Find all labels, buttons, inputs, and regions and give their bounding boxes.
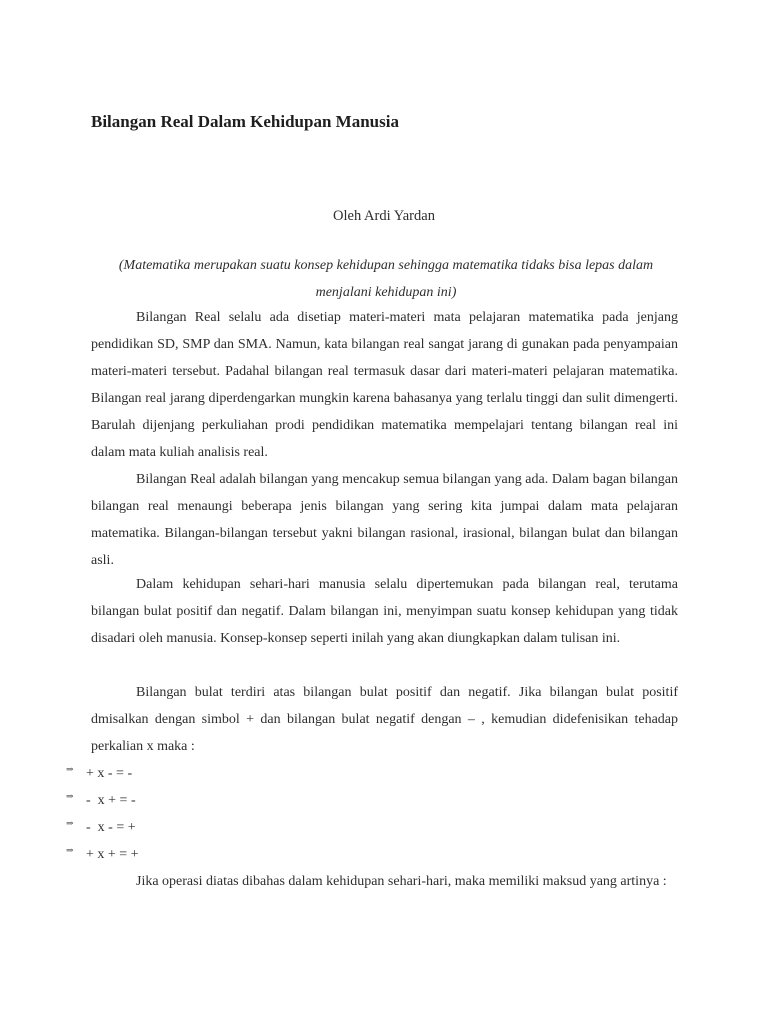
paragraph-4: Bilangan bulat terdiri atas bilangan bulat positif dan negatif. Jika bilangan bulat positif dmisalkan dengan simbol + dan bilangan bulat negatif dengan – , kemudian didefenisikan tehadap perkalian x maka : bbox=[91, 685, 678, 754]
closing-paragraph: Jika operasi diatas dibahas dalam kehidupan sehari-hari, maka memiliki maksud yang artinya : bbox=[136, 874, 667, 889]
paragraph-1: Bilangan Real selalu ada disetiap materi-materi mata pelajaran matematika pada jenjang pendidikan SD, SMP dan SMA. Namun, kata bilangan real sangat jarang di gunakan pada penyampaian materi-materi tersebut. Padahal bilangan real termasuk dasar dari materi-materi pelajaran matematika. Bilangan real jarang diperdengarkan mungkin karena bahasanya yang terlalu tinggi dan sulit dimengerti. Barulah dijenjang perkuliahan prodi pendidikan matematika mempelajari tentang bilangan real ini dalam mata kuliah analisis real. bbox=[91, 310, 678, 460]
document-quote: (Matematika merupakan suatu konsep kehidupan sehingga matematika tidaks bisa lepas dalam menjalani kehidupan ini) bbox=[118, 258, 654, 300]
arrow-bullet-icon: ⇒ bbox=[66, 845, 73, 855]
multiplication-rules-list bbox=[66, 760, 139, 868]
paragraph-3: Dalam kehidupan sehari-hari manusia selalu dipertemukan pada bilangan real, terutama bilangan bulat positif dan negatif. Dalam bilangan ini, menyimpan suatu konsep kehidupan yang tidak disadari oleh manusia. Konsep-konsep seperti inilah yang akan diungkapkan dalam tulisan ini. bbox=[91, 577, 678, 646]
arrow-bullet-icon: ⇒ bbox=[66, 791, 73, 801]
document-author: Oleh Ardi Yardan bbox=[333, 208, 435, 224]
list-item bbox=[66, 787, 139, 814]
arrow-bullet-icon: ⇒ bbox=[66, 818, 73, 828]
rule-text: + x + = + bbox=[86, 847, 139, 862]
paragraph-2: Bilangan Real adalah bilangan yang mencakup semua bilangan yang ada. Dalam bagan bilangan bilangan real menaungi beberapa jenis bilangan yang sering kita jumpai dalam mata pelajaran matematika. Bilangan-bilangan tersebut yakni bilangan rasional, irasional, bilangan bulat dan bilangan asli. bbox=[91, 472, 678, 568]
list-item bbox=[66, 760, 139, 787]
list-item bbox=[66, 814, 139, 841]
rule-text: - x - = + bbox=[86, 820, 136, 835]
rule-text: - x + = - bbox=[86, 793, 136, 808]
list-item bbox=[66, 841, 139, 868]
arrow-bullet-icon: ⇒ bbox=[66, 764, 73, 774]
document-title: Bilangan Real Dalam Kehidupan Manusia bbox=[91, 112, 399, 131]
rule-text: + x - = - bbox=[86, 766, 133, 781]
